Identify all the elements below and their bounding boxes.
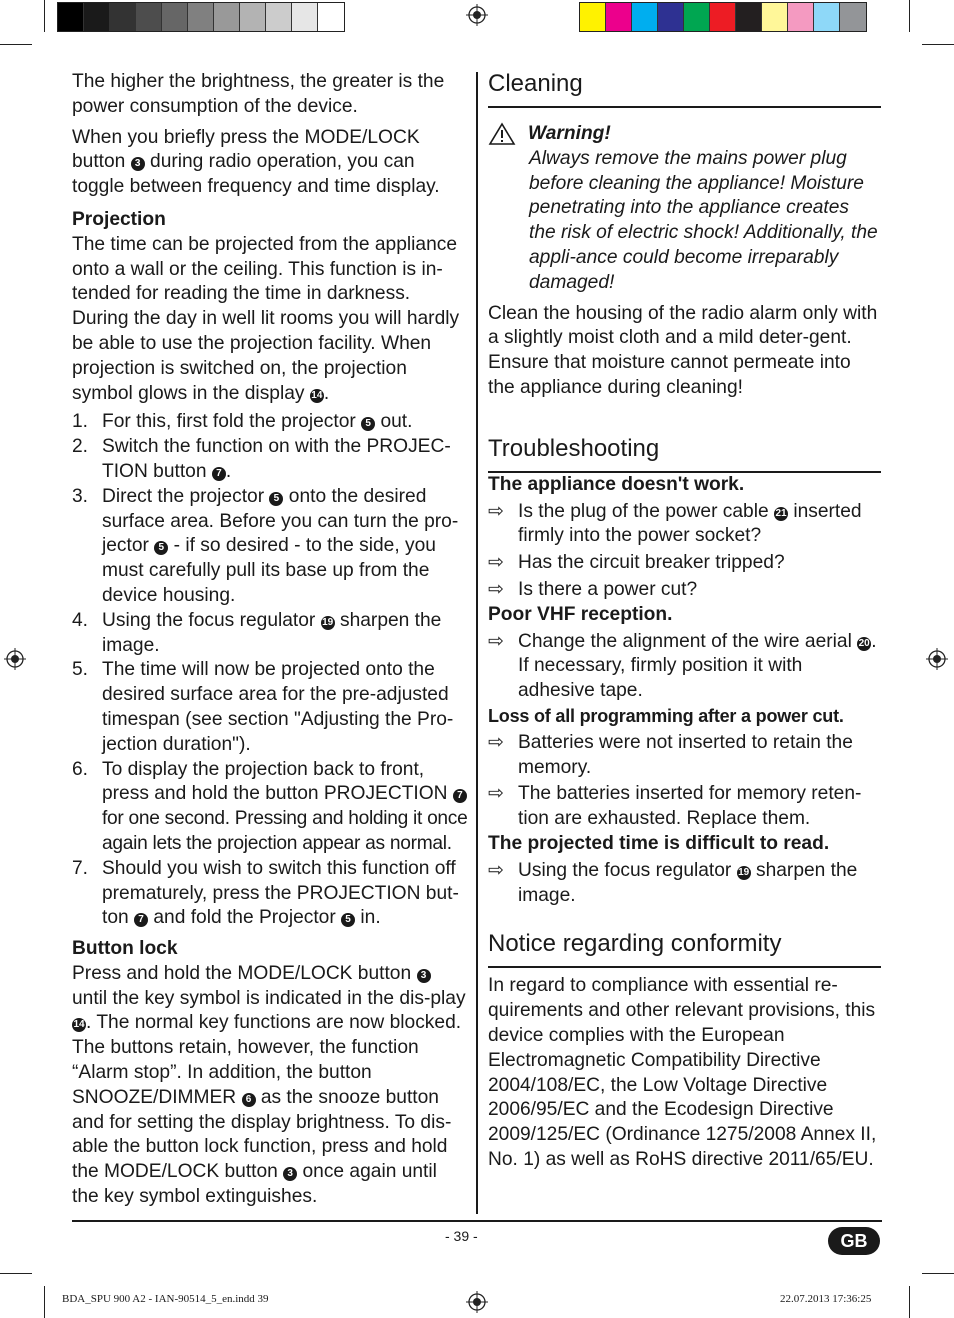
crop-mark xyxy=(909,1286,910,1318)
step-number: 6. xyxy=(72,758,89,780)
column-divider xyxy=(476,72,478,1214)
projection-step: 5. The time will now be projected onto the desired surface area for the pre-adjusted timespan (see section "Adjusting the Pro-jection duration"). xyxy=(72,659,454,755)
arrow-icon: ⇨ xyxy=(488,552,505,574)
color-swatch xyxy=(188,3,214,31)
trouble-case-heading: The appliance doesn't work. xyxy=(488,473,745,495)
conformity-heading: Notice regarding conformity xyxy=(488,930,881,968)
right-column xyxy=(488,70,881,1173)
cleaning-text: Clean the housing of the radio alarm only with a slightly moist cloth and a mild deter-gent. Ensure that moisture cannot permeate into the appliance during cleaning! xyxy=(488,302,878,398)
date-slug: 22.07.2013 17:36:25 xyxy=(780,1293,872,1305)
step-number: 2. xyxy=(72,436,89,458)
color-swatch xyxy=(266,3,292,31)
callout-number: 7 xyxy=(134,913,148,927)
projection-step: 2. Switch the function on with the PROJEC-TION button 7 . xyxy=(72,436,451,482)
projection-paragraph: The time can be projected from the appliance onto a wall or the ceiling. This function is in-tended for reading the time in darkness. During the day in well lit rooms you will hardly be able to use the projection facility. When projection is switched on, the projection symbol glows in the display 14. xyxy=(72,233,460,404)
left-column xyxy=(72,70,468,1210)
color-swatch xyxy=(84,3,110,31)
brightness-paragraph: The higher the brightness, the greater is the power consumption of the device. xyxy=(72,71,445,117)
page-number: - 39 - xyxy=(445,1228,478,1244)
grayscale-bar xyxy=(57,2,345,32)
callout-number: 3 xyxy=(283,1167,297,1181)
color-swatch xyxy=(762,3,788,31)
cleaning-heading: Cleaning xyxy=(488,70,881,108)
color-swatch xyxy=(580,3,606,31)
step-number: 7. xyxy=(72,857,89,879)
crop-mark xyxy=(44,1286,45,1318)
projection-steps xyxy=(72,410,468,931)
color-bar xyxy=(579,2,867,32)
footer-rule xyxy=(72,1220,882,1222)
trouble-item: ⇨ Using the focus regulator 19 sharpen the image. xyxy=(488,859,858,906)
callout-number: 5 xyxy=(154,541,168,555)
trouble-item: ⇨ The batteries inserted for memory reten-tion are exhausted. Replace them. xyxy=(488,783,862,830)
projection-heading: Projection xyxy=(72,208,166,230)
color-swatch xyxy=(240,3,266,31)
conformity-text: In regard to compliance with essential re-quirements and other relevant provisions, this device complies with the European Electromagnetic Compatibility Directive 2004/108/EC, the Low Voltage Directive 2006/95/EC and the Ecodesign Directive 2009/125/EC (Ordinance 1275/2008 Annex II, No. 1) as well as RoHS directive 2011/65/EU. xyxy=(488,975,877,1170)
color-swatch xyxy=(658,3,684,31)
arrow-icon: ⇨ xyxy=(488,859,505,881)
color-swatch xyxy=(684,3,710,31)
troubleshooting-heading: Troubleshooting xyxy=(488,435,881,473)
arrow-icon: ⇨ xyxy=(488,578,505,600)
warning-text: Always remove the mains power plug before cleaning the appliance! Moisture penetrating into the appliance creates the risk of electric shock! Additionally, the appli-ance could become irreparably damaged! xyxy=(529,147,878,293)
trouble-item: ⇨ Is the plug of the power cable 21 inserted firmly into the power socket? xyxy=(488,500,862,547)
step-number: 4. xyxy=(72,609,89,631)
button-lock-paragraph: Press and hold the MODE/LOCK button 3 until the key symbol is indicated in the dis-play 14. The normal key functions are now blocked. The buttons retain, however, the function “Alarm stop”. In addition, the button SNOOZE/DIMMER 6 as the snooze button and for setting the display brightness. To dis-able the button lock function, press and hold the MODE/LOCK button 3 once again until the key symbol extinguishes. xyxy=(72,962,466,1208)
color-swatch xyxy=(318,3,344,31)
arrow-icon: ⇨ xyxy=(488,783,505,805)
callout-number: 5 xyxy=(361,417,375,431)
callout-number: 5 xyxy=(269,492,283,506)
trouble-case-heading: The projected time is difficult to read. xyxy=(488,832,830,854)
arrow-icon: ⇨ xyxy=(488,731,505,753)
callout-number: 19 xyxy=(322,616,334,628)
projection-step: 7. Should you wish to switch this function off prematurely, press the PROJECTION but-ton 7 and fold the Projector 5 in. xyxy=(72,857,459,929)
callout-number: 7 xyxy=(453,789,467,803)
callout-number: 20 xyxy=(858,637,870,649)
color-swatch xyxy=(136,3,162,31)
color-swatch xyxy=(58,3,84,31)
trouble-case-heading: Poor VHF reception. xyxy=(488,603,673,625)
trouble-item: ⇨ Batteries were not inserted to retain the memory. xyxy=(488,731,853,778)
color-swatch xyxy=(840,3,866,31)
callout-number: 21 xyxy=(775,507,787,519)
color-swatch xyxy=(710,3,736,31)
trouble-list xyxy=(488,630,881,704)
callout-number: 6 xyxy=(242,1093,256,1107)
projection-step: 4. Using the focus regulator 19 sharpen the image. xyxy=(72,609,442,656)
mode-lock-paragraph: When you briefly press the MODE/LOCK button 3 during radio operation, you can toggle between frequency and time display. xyxy=(72,126,440,198)
crop-mark xyxy=(922,1273,954,1274)
arrow-icon: ⇨ xyxy=(488,630,505,652)
callout-number: 3 xyxy=(417,969,431,983)
callout-number: 7 xyxy=(212,467,226,481)
registration-mark-icon xyxy=(466,4,488,26)
step-number: 5. xyxy=(72,659,89,681)
projection-step: 6. To display the projection back to front, press and hold the button PROJECTION 7 for one second. Pressing and holding it once again lets the projection appear as normal. xyxy=(72,758,468,854)
arrow-icon: ⇨ xyxy=(488,500,505,522)
projection-step: 1. For this, first fold the projector 5 out. xyxy=(72,410,468,435)
callout-number: 14 xyxy=(73,1019,85,1031)
button-lock-heading: Button lock xyxy=(72,938,178,960)
color-swatch xyxy=(162,3,188,31)
callout-number: 19 xyxy=(738,866,750,878)
registration-mark-icon xyxy=(926,648,948,670)
callout-number: 5 xyxy=(341,913,355,927)
trouble-item: ⇨ Change the alignment of the wire aerial 20. If necessary, firmly position it with adhesive tape. xyxy=(488,630,877,702)
color-swatch xyxy=(788,3,814,31)
crop-mark xyxy=(0,1273,32,1274)
callout-number: 3 xyxy=(131,157,145,171)
language-badge: GB xyxy=(828,1227,880,1255)
projection-step: 3. Direct the projector 5 onto the desired surface area. Before you can turn the pro-jector 5 - if so desired - to the side, you must carefully pull its base up from the device housing. xyxy=(72,485,459,606)
callout-number: 14 xyxy=(311,389,323,401)
registration-mark-icon xyxy=(4,648,26,670)
color-swatch xyxy=(606,3,632,31)
color-swatch xyxy=(214,3,240,31)
warning-triangle-icon xyxy=(488,122,516,146)
step-number: 3. xyxy=(72,485,89,507)
trouble-list xyxy=(488,859,881,909)
trouble-list xyxy=(488,731,881,832)
trouble-item: ⇨ Has the circuit breaker tripped? xyxy=(488,551,881,576)
trouble-item: ⇨ Is there a power cut? xyxy=(488,578,881,603)
color-swatch xyxy=(292,3,318,31)
crop-mark xyxy=(44,0,45,32)
trouble-case-heading: Loss of all programming after a power cut. xyxy=(488,705,844,726)
warning-label: Warning! xyxy=(528,123,611,144)
crop-mark xyxy=(909,0,910,32)
color-swatch xyxy=(736,3,762,31)
step-number: 1. xyxy=(72,411,89,433)
file-slug: BDA_SPU 900 A2 - IAN-90514_5_en.indd 39 xyxy=(62,1293,269,1305)
registration-mark-icon xyxy=(466,1291,488,1313)
warning-header xyxy=(488,122,881,147)
color-swatch xyxy=(632,3,658,31)
color-swatch xyxy=(110,3,136,31)
crop-mark xyxy=(0,44,32,45)
trouble-list xyxy=(488,500,881,603)
color-swatch xyxy=(814,3,840,31)
crop-mark xyxy=(922,44,954,45)
